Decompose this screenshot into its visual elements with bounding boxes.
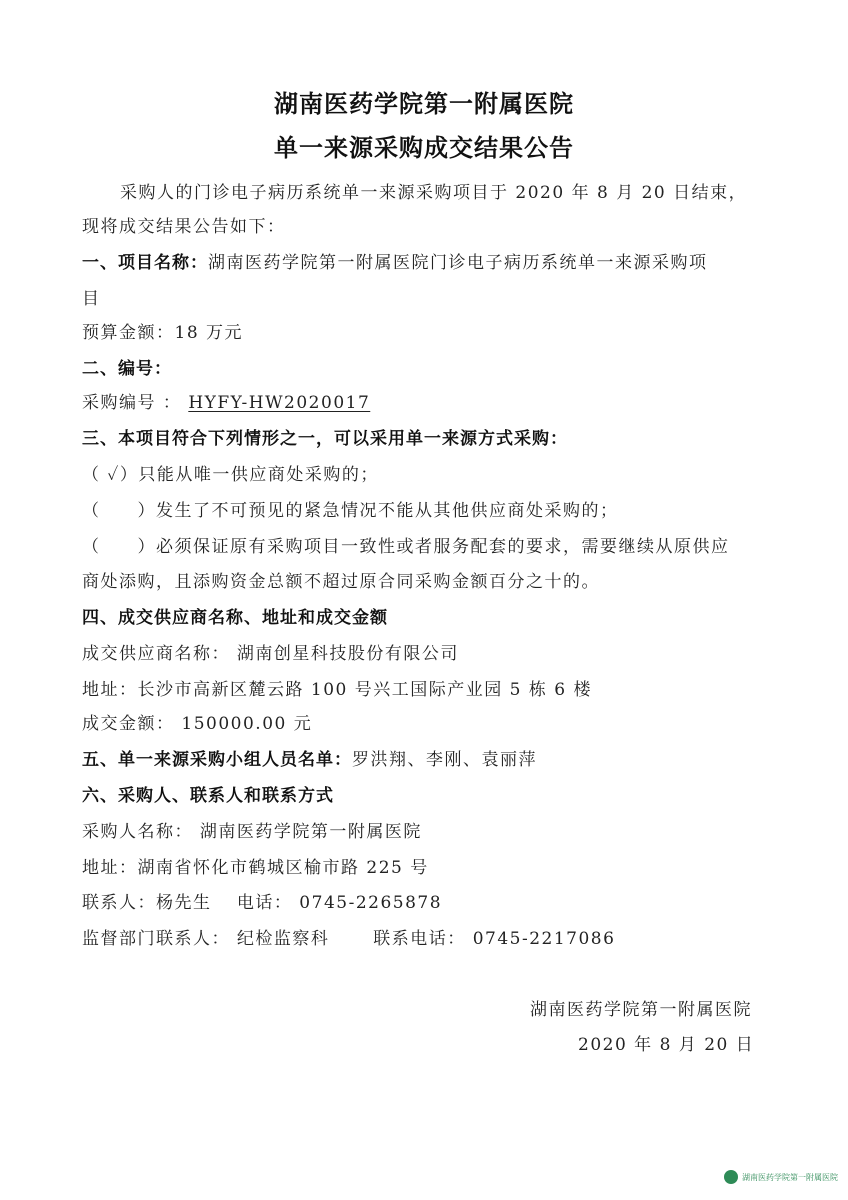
panel-members: 罗洪翔、李刚、袁丽萍 <box>352 750 537 770</box>
section-6-heading: 六、采购人、联系人和联系方式 <box>82 786 334 806</box>
procurement-code-row <box>82 388 370 413</box>
condition-option-1: （ ✓）只能从唯一供应商处采购的； <box>82 465 379 485</box>
project-name-row <box>82 248 708 273</box>
section-4-heading: 四、成交供应商名称、地址和成交金额 <box>82 608 388 628</box>
condition-option-3: （ ）必须保证原有采购项目一致性或者服务配套的要求，需要继续从原供应 <box>82 537 730 557</box>
intro-line-2: 现将成交结果公告如下： <box>82 217 286 237</box>
purchaser-name: 采购人名称： 湖南医药学院第一附属医院 <box>82 822 422 842</box>
contact-person: 联系人：杨先生 电话： 0745-2265878 <box>82 893 443 913</box>
signature-org: 湖南医药学院第一附属医院 <box>530 1000 752 1020</box>
page-subtitle: 单一来源采购成交结果公告 <box>274 134 574 162</box>
signature-date: 2020 年 8 月 20 日 <box>578 1035 755 1055</box>
section-5-heading: 五、单一来源采购小组人员名单： <box>82 750 352 770</box>
budget-label: 预算金额： <box>82 323 175 343</box>
section-1-heading: 一、项目名称： <box>82 253 208 273</box>
project-name: 湖南医药学院第一附属医院门诊电子病历系统单一来源采购项 <box>208 253 708 273</box>
supervisor-contact: 监督部门联系人： 纪检监察科 联系电话： 0745-2217086 <box>82 929 616 949</box>
section-3-heading: 三、本项目符合下列情形之一，可以采用单一来源方式采购： <box>82 429 568 449</box>
budget-row <box>82 318 243 343</box>
budget-value: 18 万元 <box>174 323 244 343</box>
supplier-name: 成交供应商名称： 湖南创星科技股份有限公司 <box>82 644 459 664</box>
procurement-code: HYFY-HW2020017 <box>188 393 371 413</box>
page-title: 湖南医药学院第一附属医院 <box>274 90 574 118</box>
panel-members-row <box>82 745 537 770</box>
procurement-code-label: 采购编号 ： <box>82 393 189 413</box>
purchaser-address: 地址：湖南省怀化市鹤城区榆市路 225 号 <box>82 858 429 878</box>
supplier-address: 地址：长沙市高新区麓云路 100 号兴工国际产业园 5 栋 6 楼 <box>82 680 593 700</box>
project-name-continued: 目 <box>82 289 101 309</box>
condition-option-2: （ ）发生了不可预见的紧急情况不能从其他供应商处采购的； <box>82 501 619 521</box>
hospital-logo <box>724 1170 838 1184</box>
intro-line-1: 采购人的门诊电子病历系统单一来源采购项目于 2020 年 8 月 20 日结束， <box>120 183 748 203</box>
logo-icon <box>724 1170 738 1184</box>
deal-amount: 成交金额： 150000.00 元 <box>82 714 313 734</box>
condition-option-3-continued: 商处添购，且添购资金总额不超过原合同采购金额百分之十的。 <box>82 572 600 592</box>
section-2-heading: 二、编号： <box>82 359 172 379</box>
logo-text: 湖南医药学院第一附属医院 <box>742 1172 838 1182</box>
